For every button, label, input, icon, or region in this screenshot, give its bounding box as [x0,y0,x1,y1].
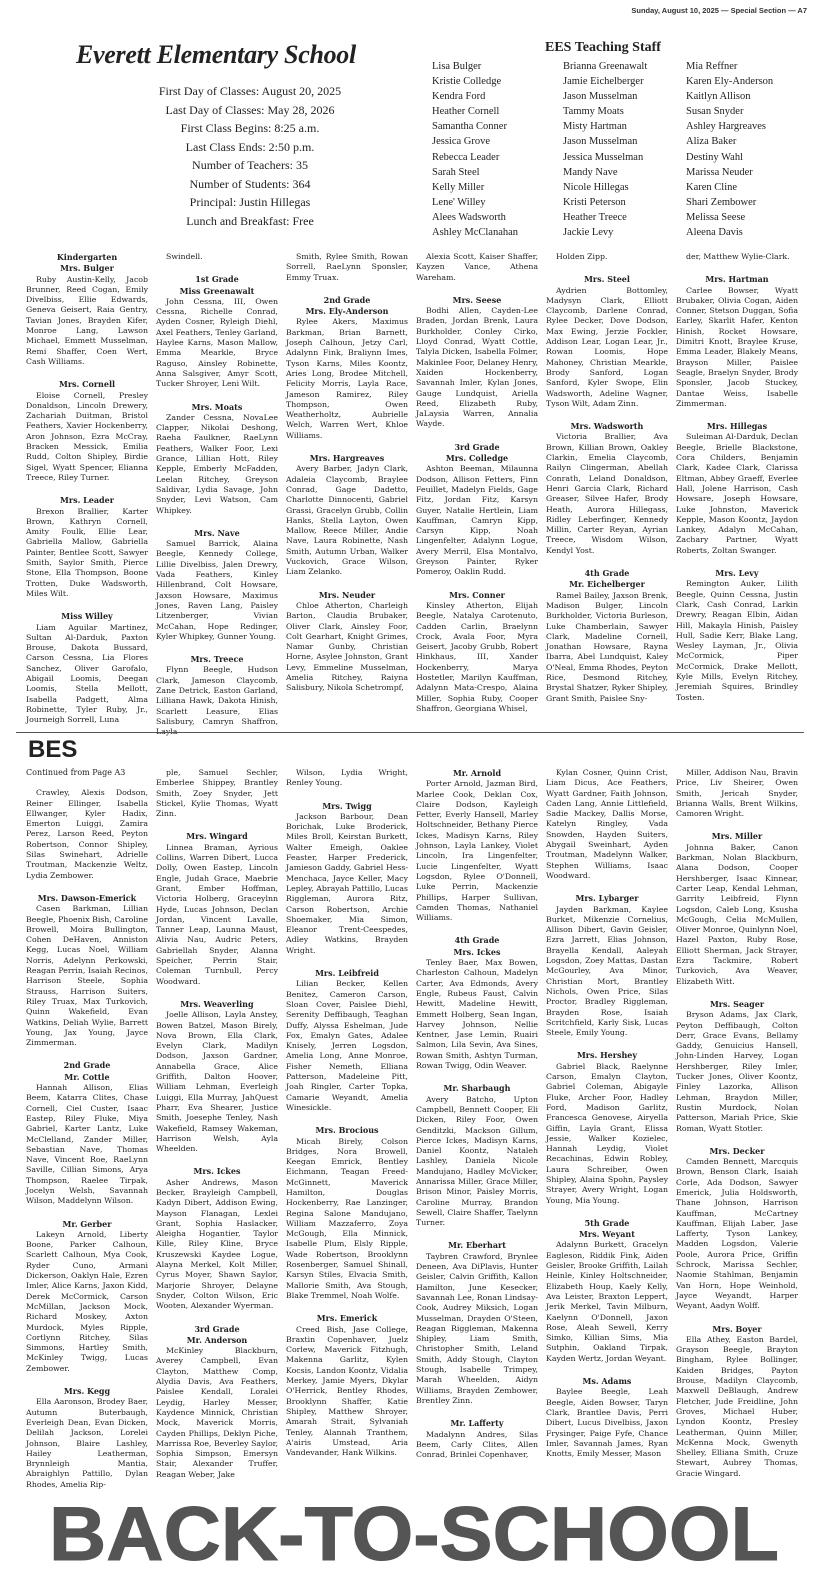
student-names: Asher Andrews, Mason Becker, Brayleigh Campbell, Kadyn Dibert, Addison Ewing, Mayson Flanagan, Lexlei Grant, Sophia Haslacker, Aleigha Hogantier, Taylor Kille, Riley Kline, Bryce Kruszewski Kaydee Logue, Alayna Merkel, Kolt Miller, Cyrus Moyer, Shawn Saylor, Marjorie Shroyer, Delayne Snyder, Colton Wilson, Eric Wooten, Alexander Wyerman. [156,1177,278,1311]
teacher-heading: Mr. Arnold [452,768,502,778]
banner-text: BACK-TO-SCHOOL [49,1492,779,1577]
teacher-heading: Mrs. Decker [709,1145,765,1156]
student-names: Joelle Allison, Layla Anstey, Bowen Batzel, Mason Birely, Nova Brown, Ella Clark, Evelyn Clark, Madilyn Dodson, Jaxson Gardner, Annabella Grace, Alice Griffith, Dalton Hoover, William Lehman, Everleigh Luiggi, Ella Murray, JahQuest Pharr, Eva Shearer, Justice Smith, Joesephe Tenley, Nash Wakefield, Ramsey Wakeman, Harrison Welsh, Ayla Wheelden. [156,1010,278,1154]
staff-name: Kristie Colledge [432,76,502,88]
class-section [156,274,278,389]
student-names: Lakeyn Arnold, Liberty Boone, Parker Calhoun, Scarlett Calhoun, Mya Cook, Ryder Cuno, Armani Dickerson, Oaklyn Hale, Ezren Imler, Alice Karns, Jaxon Kidd, Derek McCormick, Carson McMillan, Jackson Mock, Richard Moskey, Axton Murdock, Myles Ripple, Cortlynn Ritchey, Silas Simmons, Hartley Smith, McKinley Twigg, Lucas Zembower. [26,1229,148,1373]
school-fact: Number of Students: 364 [189,176,311,191]
roster-continued-names: Alexia Scott, Kaiser Shaffer, Kayzen Vance, Athena Wareham. [416,252,538,282]
staff-name: Rebecca Leader [432,151,500,163]
student-names: Chloe Atherton, Charleigh Barton, Claudia Brubaker, Oliver Clark, Ainsley Foor, Colt Gearhart, Knight Grimes, Namar Gunby, Christian Horne, Asylee Johnston, Grant Levy, Emmeline Musselman, Amelia Ritchey, Raiyna Salisbury, Nikola Schetrompf, [286,600,408,693]
teacher-heading: Mrs. Bulger [60,263,114,274]
class-section [286,590,408,694]
staff-name: Destiny Wahl [686,151,743,163]
ees-column-3 [286,252,408,728]
student-names: Camden Bennett, Marcquis Brown, Benson Clark, Isaiah Corle, Ada Dodson, Sawyer Emerick, Julia Holdsworth, Thane Johnson, Harrison Kauffman, McCartney Kauffman, Elijah Laber, Jase Lafferty, Tyson Lankey, Madden Logsdon, Valerie Poole, Aurora Price, Griffin Schrock, Marissa Sechler, Naomie Stahlman, Benjamin Van Horn, Hope Weinhold, Jayce Weyandt, Harper Weyant, Aadyn Wolff. [676,1157,798,1311]
school-facts [120,82,380,230]
class-section [286,1313,408,1458]
teacher-heading: Mrs. Steel [584,274,630,285]
teacher-heading: Mrs. Conner [449,589,505,600]
student-names: Brexon Brallier, Karter Brown, Kathryn Cornell, Amity Foulk, Ellie Lear, Gabriella Mallow, Gabriella Painter, Bentlee Scott, Sawyer Smith, Saylor Smith, Pierce Stone, Ella Thompson, Boone Trotten, Duke Wadsworth, Miles Wilt. [26,506,148,598]
roster-continued-names: ple, Samuel Sechler, Emberlee Shippey, Brantley Smith, Zoey Snyder, Jett Stickel, Kylie Thomas, Wyatt Zinn. [156,768,278,819]
bes-title: BES [28,736,78,763]
staff-name: Heather Cornell [432,106,500,118]
grade-heading: 4th Grade [584,568,630,579]
class-section [416,768,538,923]
staff-name: Susan Snyder [686,106,744,118]
student-names: Bodhi Allen, Cayden-Lee Braden, Jordan Brenk, Laura Burkholder, Conley Cirko, Lloyd Conrad, Wyatt Cottle, Talyla Dicken, Isabella Folmer, Makinlee Foor, Delaney Henry, Xaiden Hockenberry, Savannah Imler, Kylan Jones, Gauge Lundquist, Ariella Reed, Elizabeth Ruby, JaLaysia Warren, Annalia Wayde. [416,306,538,429]
staff-name: Kaitlyn Allison [686,91,751,103]
student-names: Ella Athey, Easton Bardel, Grayson Beegle, Brayton Bingham, Rylee Bollinger, Kaiden Bridges, Payton Brouse, Madilyn Claycomb, Maxwell DeBlaugh, Andrew Fletcher, Jude Freidline, John Groves, Michael Huber, Lyndon Koontz, Presley Leatherman, Quinn Miller, McKenna Mock, Gwenyth Shelley, Elliana Smith, Cruze Stewart, Aubrey Thomas, Gracie Wingard. [676,1334,798,1478]
teacher-heading: Mrs. Moats [191,401,243,412]
staff-name: Shari Zembower [686,196,757,208]
teacher-heading: Mrs. Hershey [576,1050,638,1061]
class-section [416,935,538,1071]
class-section [416,1418,538,1460]
student-names: Micah Birely, Colson Bridges, Nora Browell, Keegan Emrick, Bentley Eichmann, Teagan Freed-McGinnett, Maverick Hamilton, Douglas Hockenberry, Rae Lanzinger, Regina Salone Mandujano, William Mazzaferro, Zoya McGough, Ella Minnick, Isabelle Plum, Elsly Ripple, Wade Robertson, Brooklynn Rosenberger, Samuel Shinall, Karsyn Stiles, Elvacia Smith, Mallorie Smith, Ava Stough, Blake Tremmel, Noah Wolfe. [286,1136,408,1300]
staff-name: Mia Reffner [686,61,738,72]
school-fact: First Day of Classes: August 20, 2025 [158,84,342,98]
student-names: Remington Auker, Lilith Beegle, Quinn Cessna, Justin Clark, Cash Conrad, Larkin Drewry, Reagan Elbin, Aidan Hill, Makayla Hinish, Paisley Hull, Sadie Kerr, Blake Lang, Wesley Layman, Jr., Olivia McCormick, Piper McCormick, Drake Mellott, Kyle Mills, Evelyn Ritchey, Jeremiah Squires, Brindley Tosten. [676,579,798,702]
student-names: Aydrien Bottomley, Madysyn Clark, Elliott Claycomb, Darlene Conrad, Rylee Decker, Dove Dodson, Max Ewing, Jerzie Fockler, Addison Lear, Logan Lear, Jr., Rowan Loomis, Hope Mahoney, Christian Mearkle, Brody Sanford, Logan Sanford, Kyler Swope, Elin Wadsworth, Adeline Wagner, Tyson Wilt, Adam Zinn. [546,285,668,408]
ees-column-2 [156,252,278,728]
bes-column-6 [676,768,798,1488]
teacher-heading: Ms. Adams [582,1376,632,1387]
teacher-heading: Mrs. Weaverling [180,998,254,1009]
grade-heading: 5th Grade [584,1217,630,1228]
student-names: Samuel Barrick, Alaina Beegle, Kennedy College, Lillie Divelbiss, Jalen Drewry, Vada Feathers, Kinley Hillenbrand, Colt Howsare, Jaxson Howsare, Maximus Jones, Raven Lang, Paisley Litzenberger, Vivian McCahan, Hope Redinger, Kyler Whipkey, Gunner Young. [156,539,278,641]
bes-column-2 [156,768,278,1488]
ees-column-6 [676,252,798,728]
teacher-heading: Mr. Eberhart [448,1240,506,1251]
staff-heading: EES Teaching Staff [545,40,661,55]
class-section [546,893,668,1038]
class-section [156,999,278,1154]
teacher-heading: Mrs. Nave [194,527,240,538]
grade-heading: Kindergarten [56,252,118,262]
staff-column-3 [686,59,773,240]
teacher-heading: Mrs. Ickes [453,946,501,957]
student-names: Porter Arnold, Jazman Bird, Marlee Cook, Deklan Cox, Claire Dodson, Kayleigh Fetter, Everly Hansell, Marley Holtschneider, Bethany Pierce Ickes, Madisyn Karns, Riley Johnson, Layla Lankey, Violet Lincoln, Ira Lingenfelter, Lucie Lingenfelter, Wyatt Logsdon, Rylee O'Donnell, Luke Perrin, Mackenzie Phillips, Harper Sullivan, Camden Thomas, Nathaniel Williams. [416,779,538,923]
student-names: Eloise Cornell, Presley Donaldson, Lincoln Drewery, Zachariah Duitman, Bristol Feathers, Xavier Hockenberry, Aron Johnson, Ezra McCray, Bracken Messick, Emilia Rudd, Colton Shipley, Birdie Sigel, Wyatt Spencer, Elianna Treece, Riley Turner. [26,390,148,482]
teacher-heading: Mrs. Wingard [186,831,248,842]
school-fact: Last Class Ends: 2:50 p.m. [185,139,315,154]
teacher-heading: Mrs. Leibfreid [315,968,379,979]
staff-name: Jessica Grove [432,136,491,148]
roster-continued-names: Smith, Rylee Smith, Rowan Sorrell, RaeLynn Sponsler, Emmy Truax. [286,252,408,282]
dateline: Sunday, August 10, 2025 — Special Section — A7 [631,6,807,15]
student-names: Ella Aaronson, Brodey Baer, Autumn Buterbaugh, Everleigh Dean, Evan Dicken, Delilah Jackson, Lorelei Johnson, Blaire Lashley, Hailey Leatherman, Brynnleigh Mantia, Abraighlyn Pattillo, Dylan Rhodes, Amelia Rip- [26,1397,148,1489]
class-section [546,421,668,556]
teacher-heading: Miss Willey [61,611,113,622]
teacher-heading: Mrs. Hartman [705,274,769,285]
grade-heading: 2nd Grade [323,294,371,305]
class-section [546,1376,668,1459]
staff-name: Ashley Hargreaves [686,121,766,133]
staff-name: Jessica Musselman [563,151,644,163]
roster-continued-names: Miller, Addison Nau, Bravin Price, Liv Sheirer, Owen Smith, Jericah Snyder, Brianna Walls, Brent Wilkins, Camoren Wright. [676,768,798,819]
student-names: McKinley Blackburn, Averey Campbell, Evan Clayton, Matthew Comp, Alydia Davis, Ava Feathers, Paislee Kendall, Loralei Leydig, Harley Messer, Kaydence Minnick, Christian Mock, Maverick Morris, Cayden Phillips, Deklyn Piche, Marrissa Roe, Beverley Saylor, Sophia Simpson, Emersyn Stair, Alexander Truffer, Reagan Weber, Jake [156,1346,278,1479]
staff-name: Aliza Baker [686,136,737,148]
roster-continued-names: Kylan Cosner, Quinn Crist, Liam Dicus, Ace Feathers, Wyatt Gardner, Faith Johnson, Caden Lang, Annie Littlefield, Sadie Mackey, Dallis Morse, Katelyn Ringley, Vada Snowden, Hayden Suiters, Abygail Sweinhart, Ayden Troutman, Madelynn Walker, Stephen Williams, Isaac Woodward. [546,768,668,880]
bes-column-5 [546,768,668,1488]
roster-continued-names: Crawley, Alexis Dodson, Reiner Ellinger, Isabella Ellwanger, Kyler Hadix, Emerton Luiggi, Zamira Perez, Larson Reed, Peyton Robertson, Connor Shipley, Silas Swinehart, Adrielle Troutman, Mackenzie Weltz, Lydia Zembower. [26,788,148,880]
teacher-heading: Mrs. Hargreaves [309,453,385,464]
class-section [26,1386,148,1490]
student-names: Linnea Braman, Ayrious Collins, Warren Dibert, Lucca Dolly, Owen Eastep, Lincoln Engle, Judah Grace, Maebrie Grant, Ember Hoffman, Victoria Holberg, Graceylnn Hyde, Lucas Johnson, Declan Jordan, Vincent Lavalle, Tanner Leap, Launna Maust, Alivia Nau, Audric Peters, Gabriellah Snyder, Alanna Speicher, Perrin Stair, Coleman Turnbull, Percy Woodward. [156,842,278,986]
staff-name: Kendra Ford [432,91,486,103]
class-section [546,568,668,704]
staff-name: Melissa Seese [686,211,746,223]
student-names: John Cessna, III, Owen Cessna, Richelle Conrad, Ayden Cosner, Ryleigh Diehl, Axel Feathers, Tenley Garland, Haylee Karns, Mason Mallow, Emma Mearkle, Bryce Raguso, Ainsley Robinette, Anna Salsgiver, Amyr Scott, Tucker Shroyer, Leni Wilt. [156,296,278,389]
class-section [676,1324,798,1479]
teacher-heading: Mrs. Wadsworth [570,421,644,432]
student-names: Avery Batcho, Upton Campbell, Bennett Cooper, Eli Dicken, Riley Foor, Owen Genditzki, Mackson Gillum, Pierce Ickes, Madisyn Karns, Daniel Koontz, Nataleh Lashley, Daniela Nicole Mandujano, Hadley McVicker, Annarissa Miller, Grace Miller, Brison Minor, Paisley Morris, Caroline Murray, Brandon Sewell, Claire Shaffer, Taelynn Turner. [416,1094,538,1228]
class-section [286,453,408,578]
class-section [416,442,538,578]
roster-continued-names: Wilson, Lydia Wright, Renley Young. [286,768,408,788]
teacher-heading: Mr. Lafferty [450,1418,504,1429]
class-section [26,252,148,367]
staff-name: Karen Cline [686,181,738,193]
class-section [416,590,538,715]
class-section [26,1219,148,1374]
class-section [676,568,798,703]
staff-name: Jamie Eichelberger [563,76,644,88]
staff-name: Heather Treece [563,211,627,223]
student-names: Jackson Barbour, Dean Borichak, Luke Broderick, Miles Broll, Keirstan Burkett, Walter Emeigh, Oaklee Feaster, Harper Frederick, Jamieson Gaddy, Gabriel Hess-Menchaca, Jayce Keller, Macy Lepley, Abrayah Pattillo, Lucas Riggleman, Aurora Ritz, Carson Robertson, Archie Shoemaker, Mia Simon, Eleanor Trent-Ceespedes, Adley Watkins, Brayden Wright. [286,811,408,955]
student-names: Creed Bish, Jase College, Braxtin Copenhaver, Juelz Corlew, Maverick Fitzhugh, Makenna Garlitz, Kylen Kocsis, Landon Koontz, Vidalia Merkey, Jamie Myers, Dkylar O'Herrick, Bentley Rhodes, Brooklynn Shaffer, Katie Shipley, Matthew Shroyer, Amarah Strait, Sylvaniah Tenley, Alannah Tranthem, A'airis Umstead, Aria Vandevander, Hank Wilkins. [286,1324,408,1458]
class-section [156,528,278,642]
teacher-heading: Mrs. Treece [190,654,244,665]
class-section [676,274,798,409]
class-section [286,1125,408,1301]
staff-name: Jason Musselman [563,136,638,148]
student-names: Lilian Becker, Kellen Benitez, Cameron Carson, Sloan Cover, Paislee Diehl, Serenity Deffibaugh, Teaghan Duffy, Alyssa Eshelman, Jude Fox, Emalyn Gates, Adalee Knisely, Jerren Logsdon, Amelia Long, Anne Monroe, Fisher Nemeth, Elliana Patterson, Madeleine Pitt, Joah Ringler, Carter Topka, Camarie Weyandt, Amelia Winesickle. [286,979,408,1112]
student-names: Victoria Brallier, Ava Brown, Killian Brown, Oakley Clarkin, Emelia Claycomb, Railyn Clingerman, Abellah Conrath, Leland Donaldson, Henri Garcia Clark, Richard Greaser, Silvee Hafer, Brody Heath, Aurora Hillegass, Ridley Leberfinger, Kennedy Millin, Carter Reyan, Ayrian Treece, Wisdom Wilson, Kendyl Yost. [546,432,668,555]
student-names: Ashton Beeman, Milaunna Dodson, Allison Fetters, Finn Feuillet, Madelyn Fields, Gage Fitz, Jordan Fitz, Karsyn Guyer, Natalie Hertlein, Liam Kauffman, Camryn Kipp, Carsyn Kipp, Noah Lingenfelter, Adalynn Logue, Avery Merril, Elsa Montalvo, Greyson Painter, Ryker Pomeroy, Oaklin Rudd. [416,464,538,577]
bes-column-4 [416,768,538,1488]
staff-name: Kelly Miller [432,181,485,193]
student-names: Avery Barber, Jadyn Clark, Adaleia Claycomb, Braylee Conrad, Gage Dadetto, Charlotte Dinnocenti, Gabriel Grassi, Gracelyn Grubb, Collin Hanks, Stella Layton, Owen Mallow, Reece Miller, Andie Nave, Laura Robinette, Nash Smith, Autumn Urban, Walker Vuckovich, Grace Wilson, Liam Zelanko. [286,464,408,577]
student-names: Ruby Austin-Kelly, Jacob Brunner, Reed Cogan, Emily Divelbiss, Ellie Edwards, Geneva Geisert, Raia Gentry, Tavian Jones, Brayden Kifer, Monroe Lang, Lawson Michael, Emmett Musselman, Remi Shaffer, Coen Wert, Cash Williams. [26,274,148,366]
class-section [26,893,148,1048]
class-section [676,831,798,986]
student-names: Baylee Beegle, Leah Beegle, Aiden Bowser, Taryn Clark, Brantlee Davis, Perri Dibert, Lucus Divelbiss, Jaxon Frysinger, Paige Fyfe, Chance Imler, Savannah James, Ryan Knotts, Emily Messer, Mason [546,1387,668,1459]
ees-column-4 [416,252,538,728]
continued-note: Continued from Page A3 [26,768,126,777]
teacher-heading: Mrs. Brocious [315,1125,379,1136]
school-title: Everett Elementary School [76,40,356,69]
class-section [286,968,408,1113]
grade-heading: 3rd Grade [194,1323,240,1334]
student-names: Hannah Allison, Elias Beem, Katarra Clites, Chase Cornell, Ciel Custer, Isaac Eastep, Riley Fluke, Miya Gabriel, Karter Lantz, Luke McClelland, Zander Miller, Sebastian Nave, Thomas Nave, Vincent Roe, RaeLynn Saville, Cillian Simons, Arya Thompson, Raelee Tirpak, Jocelyn Welsh, Savannah Wilson, Maddelynn Wilson. [26,1083,148,1206]
class-section [416,1240,538,1406]
teacher-heading: Mrs. Ickes [193,1166,241,1177]
student-names: Gabriel Black, Raelynne Carson, Emalyn Clayton, Gabriel Coleman, Abigayle Fluke, Archer Foor, Hadley Ford, Madison Garlitz, Francesca Genovese, Airyella Giffin, Layla Grant, Elissa Jessie, Walker Kozielec, Hannah Leydig, Violet Recachinas, Edwin Robley, Laura Schreiber, Owen Shipley, Alaina Spohn, Paysley Strayer, Avery Wright, Logan Young, Mia Young. [546,1061,668,1205]
staff-name: Nicole Hillegas [563,181,629,193]
student-names: Tenley Baer, Max Bowen, Charleston Calhoun, Madelyn Carter, Ava Edmonds, Avery Engle, Rubeus Faust, Calvin Hewitt, Madeline Hewitt, Emmett Holberg, Sean Ingan, Harvey Johnson, Nellie Kentner, Jase Lemin, Ruairi Salmon, Lila Sevin, Ava Sines, Rowan Smith, Ashtyn Turman, Rowan Twigg, Odin Weaver. [416,958,538,1071]
staff-name: Tammy Moats [563,106,624,118]
teacher-heading: Mrs. Kegg [63,1386,111,1397]
student-names: Flynn Beegle, Hudson Clark, Jameson Claycomb, Zane Detrick, Easton Garland, Lilliana Hawk, Dakota Hinish, Scarlett Leasure, Elias Salisbury, Camryn Shaffron, [156,665,278,726]
class-section [156,1166,278,1311]
teacher-heading: Mr. Gerber [62,1218,112,1229]
roster-continued-names: Holden Zipp. [556,252,608,261]
class-section [26,1060,148,1206]
back-to-school-banner [44,1492,784,1577]
student-names: Suleiman Al-Darduk, Declan Beegle, Brielle Blackstone, Cora Childers, Benjamin Clark, Kadee Clark, Clarissa Eltman, Abbey Graeff, Everlee Hall, Jolene Harrison, Cash Howsare, Joseph Howsare, Luke Johnston, Maverick Kepple, Mason Koontz, Jaydon Lankey, Adalyn McCahan, Zachary Partner, Wyatt Roberts, Zoltan Swanger. [676,432,798,555]
class-section [26,495,148,599]
student-names: Jayden Barkman, Kaylee Burket, Mikenzie Cornelius, Allison Dibert, Gavin Geisler, Ezra Jarrett, Elias Johnson, Brayella Kendall, Aaleyah Logsdon, Zoey Mattas, Dastan McGourley, Ava Minor, Christian Mort, Brantley Nichols, Owen Price, Silas Proctor, Bradley Riggleman, Brayden Rose, Isaiah Scritchfield, Karly Sisk, Lucas Steele, Emily Young. [546,904,668,1038]
teacher-heading: Mr. Anderson [186,1334,248,1345]
bes-column-3 [286,768,408,1488]
staff-name: Ashley McClanahan [432,227,519,239]
grade-heading: 3rd Grade [454,441,500,452]
teacher-heading: Mrs. Colledge [445,453,509,464]
teacher-heading: Mrs. Neuder [318,589,376,600]
student-names: Ramel Bailey, Jaxson Brenk, Madison Bulger, Lincoln Burkholder, Victoria Burleson, Luke Chamberlain, Sawyer Clark, Madeline Cornell, Jonathan Howsare, Rayna Ibarra, Abel Lundquist, Kaley O'Neal, Emma Rhodes, Peyton Rice, Desmond Ritchey, Brystal Shatzer, Ryker Shipley, Grant Smith, Paislee Sny- [546,590,668,703]
staff-name: Lisa Bulger [432,61,482,72]
class-section [156,1324,278,1480]
teacher-heading: Mr. Sharbaugh [443,1083,511,1094]
school-fact: Principal: Justin Hillegas [189,195,311,209]
teacher-heading: Mrs. Seese [452,294,502,305]
staff-name: Karen Ely-Anderson [686,76,774,88]
grade-heading: 2nd Grade [63,1060,111,1071]
school-fact: Lunch and Breakfast: Free [186,213,314,228]
staff-name: Aleena Davis [686,227,743,239]
teacher-heading: Mrs. Leader [60,495,114,506]
teacher-heading: Mr. Cottle [64,1071,110,1082]
school-fact: First Class Begins: 8:25 a.m. [180,121,320,135]
school-fact: Number of Teachers: 35 [192,158,308,172]
grade-heading: 4th Grade [454,935,500,946]
roster-continued-names: der, Matthew Wylie-Clark. [686,252,790,261]
teacher-heading: Mrs. Miller [711,831,763,842]
student-names: Madalynn Andres, Silas Beem, Carly Clites, Allen Conrad, Brinlei Copenhaver, [416,1429,538,1460]
staff-name: Sarah Steel [432,166,480,178]
staff-column-2 [563,59,647,240]
teacher-heading: Mr. Eichelberger [569,579,645,590]
staff-name: Samantha Conner [432,121,507,133]
student-names: Taybren Crawford, Brynlee Deneen, Ava DiPlavis, Hunter Geisler, Calvin Griffith, Kallon Hamilton, June Kesecker, Savannah Lee, Ronan Lindsay-Cook, Audrey Miksich, Logan Musselman, Drayden O'Steen, Reagan Riggleman, Makenna Shipley, Liam Smith, Christopher Smith, Leland Smith, Addy Stough, Clayton Stough, Isabelle Trimpey, Marah Wheelden, Aidyn Williams, Brayden Zembower, Brentley Zinn. [416,1251,538,1405]
class-section [156,402,278,516]
teacher-heading: Mrs. Boyer [712,1323,762,1334]
class-section [416,295,538,430]
class-section [286,295,408,441]
teacher-heading: Mrs. Ely-Anderson [305,306,389,317]
teacher-heading: Mrs. Cornell [58,379,116,390]
section-divider [16,732,804,733]
teacher-heading: Mrs. Levy [715,568,759,579]
teacher-heading: Mrs. Emerick [316,1313,378,1324]
ees-column-1 [26,252,148,728]
staff-name: Lene' Willey [432,196,486,208]
staff-name: Jackie Levy [563,227,614,239]
staff-name: Marissa Neuder [686,166,753,178]
teacher-heading: Miss Greenawalt [179,285,255,296]
school-fact: Last Day of Classes: May 28, 2026 [165,102,335,117]
bes-column-1 [26,768,148,1488]
class-section [676,421,798,556]
staff-name: Kristi Peterson [563,196,626,208]
class-section [676,999,798,1134]
staff-name: Brianna Greenawalt [563,61,648,72]
class-section [156,831,278,986]
staff-name: Mandy Nave [563,166,618,178]
student-names: Kinsley Atherton, Elijah Beegle, Natalya Carotenuto, Cadden Carlin, Braelynn Crock, Avala Foor, Myra Geisert, Jacoby Grubb, Robert Hinkhaus, III, Xander Hockenberry, Marya Hostetler, Marilyn Kauffman, Adalynn Mata-Crespo, Alaina Miller, Sophia Ruby, Cooper Shaffron, Georgiana Whisel, [416,600,538,713]
class-section [286,801,408,956]
class-section [676,1146,798,1312]
teacher-heading: Mrs. Dawson-Emerick [37,892,137,903]
class-section [156,654,278,737]
class-section [546,1218,668,1364]
teacher-heading: Mrs. Weyant [579,1229,635,1240]
student-names: Rylee Akers, Maximus Barkman, Brian Barnett, Joseph Calhoun, Jetzy Carl, Adalynn Fink, Braliynn Imes, Tyson Karns, Miles Koontz, Aries Long, Brodee Mitchell, Felicity Morris, Layla Race, Jameson Ramirez, Riley Thompson, Owen Weatherholtz, Aubrielle Welch, Warren Wert, Khloe Williams. [286,317,408,440]
teacher-heading: Mrs. Hillegas [706,421,768,432]
class-section [26,379,148,483]
student-names: Bryson Adams, Jax Clark, Peyton Deffibaugh, Colton Derr, Grace Evans, Bellamy Gaddy, Genuicius Hansell, John-Linden Harvey, Logan Hershberger, Riley Imler, Tucker Jones, Oliver Koontz, Finley Lazorka, Allison Lehman, Braydon Miller, Rustin Murdock, Nolan Patterson, Mariah Price, Skie Roman, Wyatt Stotler. [676,1010,798,1133]
staff-column-1 [432,59,518,240]
student-names: Adalynn Burkett, Gracelyn Eagleson, Riddik Fink, Aiden Geisler, Brooke Griffith, Lailah Heinle, Kinley Holtschneider, Elizabeth Houp, Kaely Kelly, Ava Leister, Braxton Leppert, Jerik Merkel, Tavin Milburn, Kaelynn O'Donnell, Jaxon Rose, Aleah Sewell, Kerry Simko, Killian Sims, Mia Sutphin, Oakland Tirpak, Kayden Wertz, Jordan Weyant. [546,1240,668,1363]
student-names: Johnna Baker, Canon Barkman, Nolan Blackburn, Alana Dodson, Cooper Hershberger, Isaac Kinnear, Carter Leap, Kendal Lehman, Garrity Leibfreid, Flynn Logsdon, Caleb Long, Ksusha McGough, Celia McMullen, Oliver Monroe, Quinlynn Noel, Hazel Paxton, Ruby Rose, Elliott Sherman, Jack Strayer, Ezra Tackmire, Robert Turkovich, Ava Weaver, Elizabeth Witt. [676,842,798,986]
student-names: Liam Aguilar Martinez, Sultan Al-Darduk, Paxton Brouse, Dakota Bussard, Carson Cessna, Lia Flores Sanchez, Oliver Garofalo, Abigail Loomis, Deegan Loomis, Stella Mellott, Isabella Padgett, Alma Robinette, Tyler Ruby, Jr., Journeigh Sorrell, Luna [26,622,148,725]
student-names: Casen Barkman, Lillian Beegle, Phoenix Bish, Caroline Browell, Moira Bullington, Cohen DeHaven, Anniston Kegg, Lucas Noel, William Norris, Adelynn Perkowski, Reagan Perrin, Isaiah Recinos, Harrison Steele, Sophia Strauss, Harrison Suiters, Riley Truax, Max Turkovich, Quinn Wakefield, Evan Watkins, Deliah Wylie, Barrett Young, Jax Young, Jayce Zimmerman. [26,904,148,1048]
grade-heading: 1st Grade [195,274,239,285]
staff-name: Misty Hartman [563,121,627,133]
staff-name: Alees Wadsworth [432,211,506,223]
teacher-heading: Mrs. Twigg [322,800,372,811]
teacher-heading: Mrs. Lybarger [575,893,639,904]
student-names: Carlee Bowser, Wyatt Brubaker, Olivia Cogan, Aiden Conner, Stetson Duggan, Sofia Earley, Skarlit Hafer, Kenton Hinish, Rocket Howsare, Dimitri Knott, Braylee Kruse, Emma Leader, Blakely Means, Brayson Miller, Paislee Seagle, Braelyn Snyder, Brody Sponsler, Jacob Stuckey, Dantae Weiss, Isabelle Zimmerman. [676,285,798,408]
student-names: Zander Cessna, NovaLee Clapper, Nikolai Deshong, Raeha Faulkner, RaeLynn Feathers, Walker Foor, Lexi Grance, Lillian Hott, Riley Kepple, Emberly McFadden, Leelan Ritchey, Greyson Saldivar, Lydia Savage, John Snyder, Levi Watson, Cam Whipkey. [156,412,278,515]
class-section [416,1083,538,1228]
ees-column-5 [546,252,668,728]
class-section [546,274,668,409]
teacher-heading: Mrs. Seager [709,998,765,1009]
roster-continued-names: Swindell. [166,252,203,261]
class-section [546,1050,668,1205]
staff-name: Jason Musselman [563,91,638,103]
class-section [26,611,148,725]
